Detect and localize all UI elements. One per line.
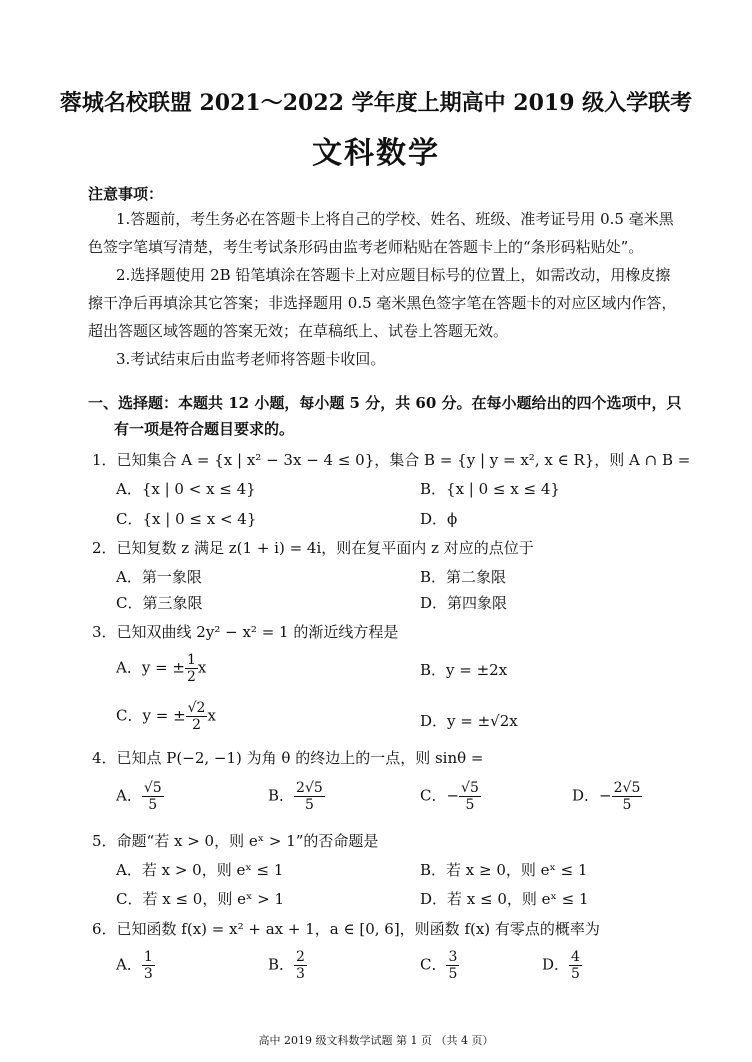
numerator: 2√5: [296, 780, 323, 796]
exam-subject: 文科数学: [312, 136, 440, 171]
fraction: [142, 949, 155, 982]
question-1-stem: 1．已知集合 A = {x | x² − 3x − 4 ≤ 0}，集合 B = {y | y = x², x ∈ R}，则 A ∩ B =: [92, 451, 691, 469]
denominator: 5: [622, 797, 632, 813]
question-5-option-b: B．若 x ≥ 0，则 eˣ ≤ 1: [420, 861, 588, 879]
section-heading-line-1: 一、选择题：本题共 12 小题，每小题 5 分，共 60 分。在每小题给出的四个选项中，只: [88, 394, 682, 412]
fraction: [459, 780, 481, 813]
question-4-option-a: [116, 780, 164, 813]
denominator: 2: [192, 717, 202, 733]
question-2-option-b: B．第二象限: [420, 568, 507, 586]
fraction: [186, 700, 208, 733]
numerator: 4: [571, 949, 580, 965]
numerator: 1: [143, 949, 153, 965]
denominator: 5: [148, 797, 158, 813]
formula-rhs: x: [207, 706, 216, 725]
question-4-option-b: [268, 780, 325, 813]
exam-title: 蓉城名校联盟 2021～2022 学年度上期高中 2019 级入学联考: [59, 90, 693, 116]
question-2-option-d: D．第四象限: [420, 594, 508, 612]
fraction: [185, 652, 198, 685]
denominator: 5: [448, 966, 458, 982]
question-5-option-d: D．若 x ≤ 0，则 eˣ ≤ 1: [420, 890, 589, 908]
question-6-option-c: [420, 949, 459, 982]
question-3-option-b: B．y = ±2x: [420, 661, 508, 679]
option-letter: A．: [116, 786, 142, 805]
option-letter: C．: [116, 706, 143, 725]
numerator: 2: [296, 949, 305, 965]
fraction: [294, 780, 325, 813]
question-4-option-c: [420, 780, 481, 813]
formula-lhs: y = ±: [142, 706, 186, 725]
question-3-stem: 3．已知双曲线 2y² − x² = 1 的渐近线方程是: [92, 623, 399, 641]
question-1-option-b: B．{x | 0 ≤ x ≤ 4}: [420, 480, 560, 498]
question-2-stem: 2．已知复数 z 满足 z(1 + i) = 4i，则在复平面内 z 对应的点位于: [92, 539, 534, 557]
fraction: [569, 949, 582, 982]
question-2-option-a: A．第一象限: [116, 568, 202, 586]
numerator: 1: [187, 652, 196, 668]
option-letter: D．: [542, 955, 570, 974]
question-2-option-c: C．第三象限: [116, 594, 203, 612]
question-4-stem: 4．已知点 P(−2, −1) 为角 θ 的终边上的一点，则 sinθ =: [92, 749, 484, 767]
formula-lhs: y = ±: [141, 658, 185, 677]
denominator: 5: [571, 966, 580, 982]
question-6-stem: 6．已知函数 f(x) = x² + ax + 1，a ∈ [0, 6]，则函数 f(x) 有零点的概率为: [92, 920, 600, 938]
question-1-option-c: C．{x | 0 ≤ x < 4}: [116, 510, 257, 528]
section-heading-line-2: 有一项是符合题目要求的。: [114, 420, 295, 438]
fraction: [446, 949, 459, 982]
question-1-option-a: A．{x | 0 < x ≤ 4}: [116, 480, 256, 498]
question-5-option-a: A．若 x > 0，则 eˣ ≤ 1: [116, 861, 284, 879]
denominator: 5: [304, 797, 314, 813]
question-3-option-c: [116, 700, 216, 733]
numerator: √2: [187, 700, 206, 716]
question-3-option-a: [116, 652, 206, 685]
page-footer: 高中 2019 级文科数学试题 第 1 页 （共 4 页）: [258, 1034, 494, 1047]
question-5-stem: 5．命题“若 x > 0，则 eˣ > 1”的否命题是: [92, 832, 379, 850]
question-1-option-d: D．ϕ: [420, 510, 458, 528]
fraction: [612, 780, 643, 813]
question-6-option-a: [116, 949, 155, 982]
note-line-6: 3.考试结束后由监考老师将答题卡收回。: [116, 350, 386, 368]
note-line-4: 擦干净后再填涂其它答案；非选择题用 0.5 毫米黑色签字笔在答题卡的对应区域内作答，: [88, 294, 677, 312]
question-6-option-d: [542, 949, 582, 982]
option-letter: B．: [268, 786, 295, 805]
denominator: 3: [296, 966, 305, 982]
numerator: 3: [448, 949, 458, 965]
option-letter: B．: [268, 955, 295, 974]
question-4-option-d: [572, 780, 642, 813]
option-letter: C．−: [420, 786, 460, 805]
denominator: 5: [465, 797, 475, 813]
formula-rhs: x: [197, 658, 207, 677]
numerator: 2√5: [613, 780, 641, 796]
numerator: √5: [143, 780, 162, 796]
notes-heading: 注意事项：: [88, 185, 164, 203]
question-5-option-c: C．若 x ≤ 0，则 eˣ > 1: [116, 890, 285, 908]
note-line-2: 色签字笔填写清楚，考生考试条形码由监考老师粘贴在答题卡上的“条形码粘贴处”。: [88, 238, 644, 256]
fraction: [142, 780, 164, 813]
numerator: √5: [461, 780, 479, 796]
option-letter: A．: [116, 658, 142, 677]
note-line-3: 2.选择题使用 2B 铅笔填涂在答题卡上对应题目标号的位置上，如需改动，用橡皮擦: [116, 266, 671, 284]
note-line-5: 超出答题区域答题的答案无效；在草稿纸上、试卷上答题无效。: [88, 322, 509, 340]
option-letter: D．−: [572, 786, 612, 805]
note-line-1: 1.答题前，考生务必在答题卡上将自己的学校、姓名、班级、准考证号用 0.5 毫米黑: [116, 210, 674, 228]
question-3-option-d: D．y = ±√2x: [420, 712, 518, 730]
question-6-option-b: [268, 949, 307, 982]
denominator: 2: [187, 669, 196, 685]
denominator: 3: [143, 966, 153, 982]
fraction: [294, 949, 307, 982]
option-letter: C．: [420, 955, 447, 974]
option-letter: A．: [116, 955, 142, 974]
